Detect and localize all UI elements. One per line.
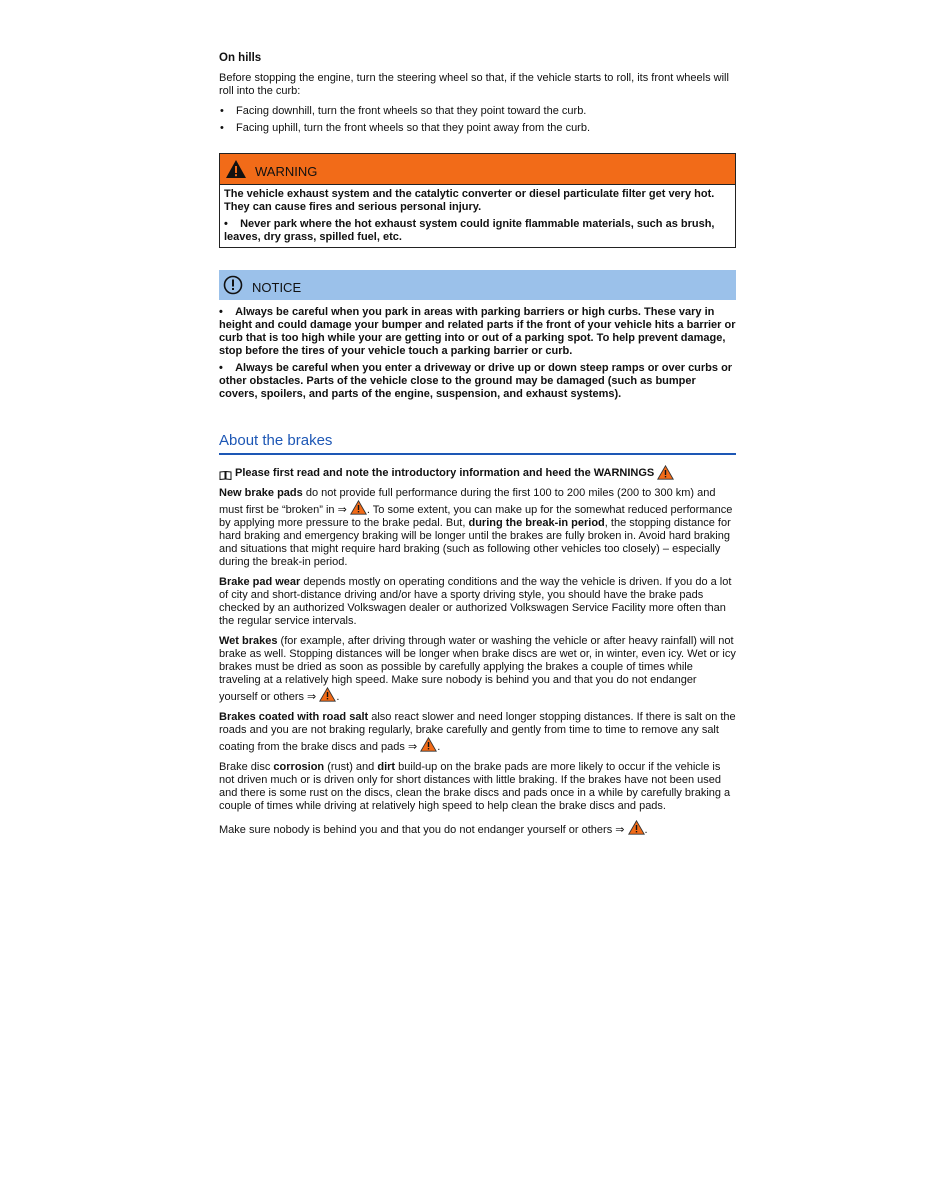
bullet-dot: • xyxy=(220,105,224,117)
para-final-caution: Make sure nobody is behind you and that you do not endanger yourself or others ⇒ . xyxy=(219,820,736,837)
warning-triangle-icon[interactable] xyxy=(628,820,645,835)
on-hills-bullets xyxy=(219,105,736,135)
warning-triangle-icon xyxy=(225,159,247,179)
book-icon xyxy=(219,470,232,480)
para-wet-brakes: Wet brakes (for example, after driving through water or washing the vehicle or after heavy rainfall) will not brake as well. Stopping distances will be longer when brake discs are wet or, in winter, even icy. Wet or icy brakes must be dried as soon as possible by carefully applying the brakes a couple of times while traveling at a relatively high speed. Make sure nobody is behind you and that you do not endanger yourself or others ⇒ . xyxy=(219,635,736,703)
section-heading-on-hills: On hills xyxy=(219,52,262,64)
on-hills-intro: Before stopping the engine, turn the steering wheel so that, if the vehicle starts to roll, its front wheels will roll into the curb: xyxy=(219,72,729,97)
warning-text: The vehicle exhaust system and the catalytic converter or diesel particulate filter get very hot. They can cause fires and serious personal injury. xyxy=(224,188,715,213)
list-item: • Facing downhill, turn the front wheels so that they point toward the curb. xyxy=(220,105,587,117)
warning-triangle-icon[interactable] xyxy=(657,465,674,480)
warning-body xyxy=(220,185,735,247)
intro-text: Please first read and note the introductory information and heed the WARNINGS xyxy=(235,467,655,479)
bullet-dot: • xyxy=(219,362,223,374)
notice-title: NOTICE xyxy=(252,280,302,295)
notice-item: • Always be careful when you park in areas with parking barriers or high curbs. These vary in height and could damage your bumper and related parts if the front of your vehicle hits a barrier or curb that is too high while your are getting into or out of a parking spot. To help prevent damage, stop before the tires of your vehicle touch a parking barrier or curb. xyxy=(219,306,736,357)
warning-triangle-icon[interactable] xyxy=(350,500,367,515)
para-brake-pad-wear: Brake pad wear depends mostly on operating conditions and the way the vehicle is driven. If you do a lot of city and short-distance driving and/or have a sporty driving style, you should have the brake pads checked by an authorized Volkswagen dealer or authorized Volkswagen Service Facility more often than the regular service intervals. xyxy=(219,576,732,627)
intro-reference xyxy=(219,465,736,480)
warning-triangle-icon[interactable] xyxy=(420,737,437,752)
bullet-dot: • xyxy=(220,122,224,134)
bullet-dot: • xyxy=(219,306,223,318)
para-road-salt: Brakes coated with road salt also react slower and need longer stopping distances. If there is salt on the roads and you are not braking regularly, brake carefully and gently from time to time to remove any salt coating from the brake discs and pads ⇒ . xyxy=(219,711,736,753)
warning-bullet: • Never park where the hot exhaust system could ignite flammable materials, such as brush, leaves, dry grass, spilled fuel, etc. xyxy=(224,218,715,243)
warning-title: WARNING xyxy=(255,164,318,179)
notice-item: • Always be careful when you enter a driveway or drive up or down steep ramps or over curbs or other obstacles. Parts of the vehicle close to the ground may be damaged (such as bumper covers, spoilers, and parts of the engine, suspension, and exhaust systems). xyxy=(219,362,733,400)
notice-exclamation-icon xyxy=(223,275,243,295)
notice-header xyxy=(219,270,736,300)
bullet-dot: • xyxy=(224,218,228,230)
warning-triangle-icon[interactable] xyxy=(319,687,336,702)
list-item: • Facing uphill, turn the front wheels so that they point away from the curb. xyxy=(220,122,591,134)
warning-box xyxy=(219,153,736,248)
notice-body xyxy=(219,300,736,401)
para-new-brake-pads: New brake pads do not provide full performance during the first 100 to 200 miles (200 to 300 km) and must first be “broken” in ⇒ . To some extent, you can make up for the somewhat reduced performance by applying more pressure to the brake pedal. But, during the break-in period, the stopping distance for hard braking and emergency braking will be longer until the brakes are fully broken in. Avoid hard braking and situations that might require hard braking (such as following other vehicles too closely) – especially during the break-in period. xyxy=(219,487,733,568)
content-column xyxy=(219,52,736,844)
section-title-about-brakes: About the brakes xyxy=(219,432,736,455)
para-corrosion: Brake disc corrosion (rust) and dirt build-up on the brake pads are more likely to occur if the vehicle is not driven much or is driven only for short distances with little braking. If the brakes have not been used and there is some rust on the discs, clean the brake discs and pads once in a while by carefully braking a couple of times while driving at relatively high speed to help clean the brake discs and pads. xyxy=(219,761,731,812)
warning-header xyxy=(220,154,735,185)
